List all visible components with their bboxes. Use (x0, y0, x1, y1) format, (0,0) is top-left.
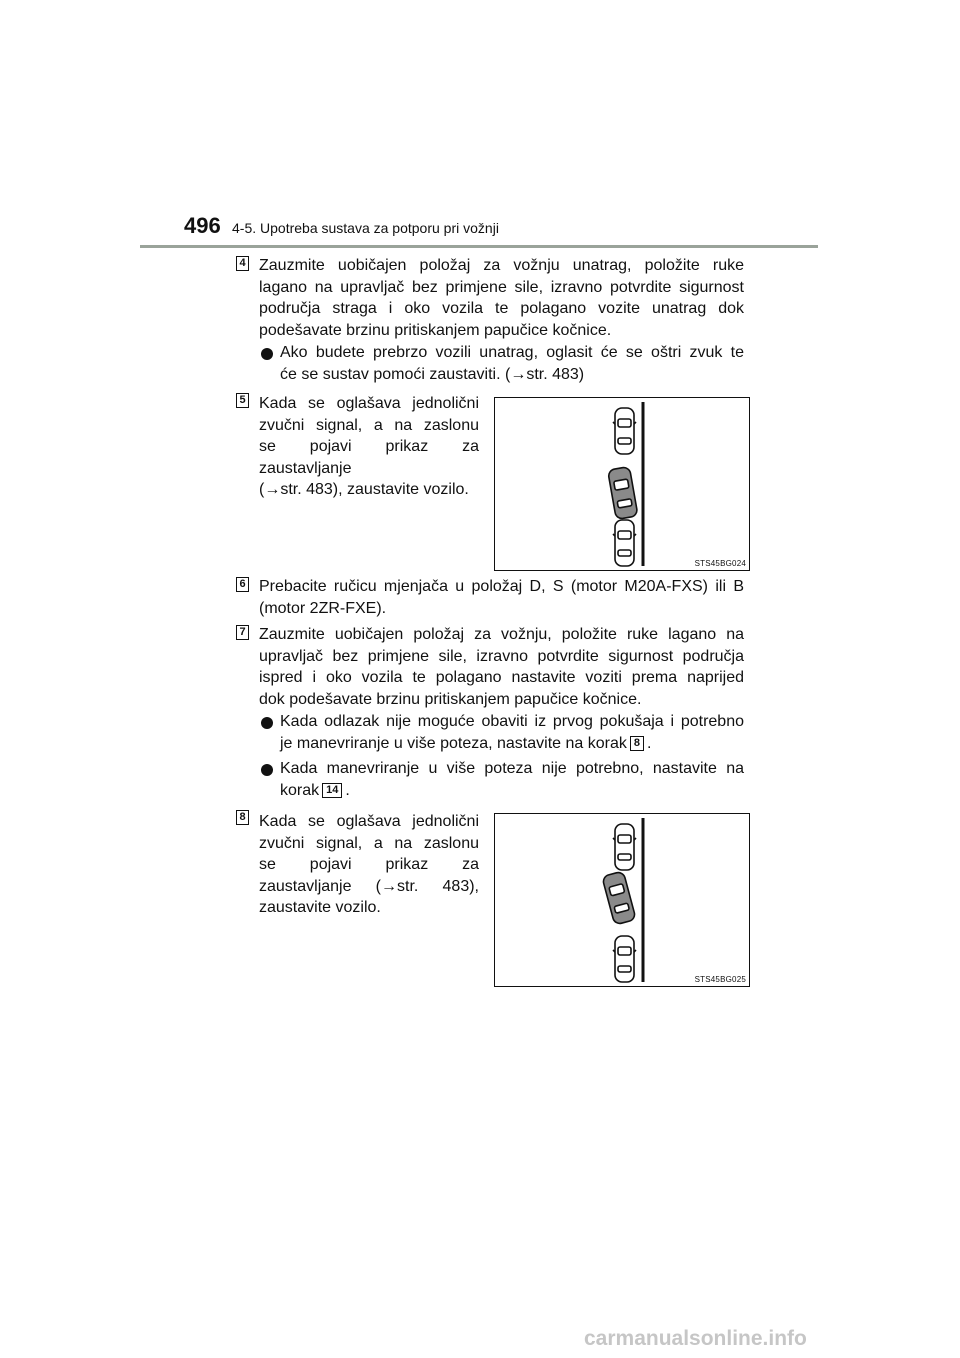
figure-code: STS45BG025 (694, 975, 746, 984)
text-line (280, 733, 744, 755)
bullet-dot (261, 717, 273, 729)
text-line: zaustavite vozilo. (259, 899, 381, 917)
figure-code: STS45BG024 (694, 559, 746, 568)
step-6-text (259, 576, 744, 619)
step-7-bullet-1 (280, 711, 744, 754)
page-number: 496 (184, 213, 221, 238)
step-7-text (259, 624, 744, 710)
step-badge-8: 8 (236, 810, 249, 825)
text-line: Zauzmite uobičajen položaj za vožnju, položite ruke lagano na (259, 626, 744, 643)
parking-illustration-stop-reverse (494, 397, 750, 571)
text-line: Kada se oglašava jednolični (259, 813, 479, 830)
text-fragment: . (345, 781, 350, 799)
text-fragment: korak (280, 781, 320, 799)
text-line: ispred i oko vozila te polagano nastavite voziti prema naprijed (259, 669, 744, 687)
text-line: Ako budete prebrzo vozili unatrag, oglasit će se oštri zvuk te (280, 344, 744, 361)
step-4-bullet (280, 342, 744, 385)
step-badge-5: 5 (236, 393, 249, 408)
text-line: će se sustav pomoći zaustaviti. (→str. 483) (280, 365, 585, 383)
text-line: Kada se oglašava jednolični (259, 395, 479, 412)
step-ref-8[interactable]: 8 (630, 736, 644, 751)
step-7-bullet-2 (280, 758, 744, 801)
parked-car-rear (613, 936, 636, 982)
text-line: područja straga i oko vozila te polagano vozite unatrag dok (259, 300, 744, 318)
step-8-text (259, 811, 479, 919)
text-line: lagano na upravljač bez primjene sile, izravno potvrdite sigurnost (259, 278, 744, 296)
parked-car-front (613, 824, 636, 870)
text-line (280, 780, 744, 802)
text-line: se pojavi prikaz za (259, 856, 479, 874)
text-line: Prebacite ručicu mjenjača u položaj D, S (motor M20A-FXS) ili B (259, 578, 744, 595)
text-line: upravljač bez primjene sile, izravno potvrdite sigurnost područja (259, 647, 744, 665)
text-line: Kada manevriranje u više poteza nije potrebno, nastavite na (280, 760, 744, 777)
own-car (608, 466, 638, 519)
text-line: zvučni signal, a na zaslonu (259, 416, 479, 434)
step-ref-14[interactable]: 14 (322, 783, 342, 798)
text-line: podešavate brzinu pritiskanjem papučice kočnice. (259, 321, 612, 339)
text-line: (→str. 483), zaustavite vozilo. (259, 481, 469, 499)
text-line: Zauzmite uobičajen položaj za vožnju unatrag, položite ruke (259, 257, 744, 274)
parking-diagram (495, 814, 749, 986)
step-4-text (259, 255, 744, 341)
bullet-dot (261, 348, 273, 360)
parked-car-front (613, 408, 636, 454)
parking-illustration-stop-forward (494, 813, 750, 987)
section-title: 4-5. Upotreba sustava za potporu pri vožnji (232, 220, 499, 236)
text-line: zvučni signal, a na zaslonu (259, 834, 479, 852)
text-line: zaustavljanje (259, 459, 352, 477)
step-badge-7: 7 (236, 625, 249, 640)
header-rule (140, 245, 818, 248)
text-line: se pojavi prikaz za (259, 438, 479, 456)
bullet-dot (261, 764, 273, 776)
text-line: dok podešavate brzinu pritiskanjem papučice kočnice. (259, 690, 642, 708)
step-5-text (259, 393, 479, 501)
text-line: zaustavljanje (→str. 483), (259, 877, 479, 895)
parking-diagram (495, 398, 749, 570)
text-line: Kada odlazak nije moguće obaviti iz prvog pokušaja i potrebno (280, 713, 744, 730)
text-fragment: je manevriranje u više poteza, nastavite na korak (280, 734, 627, 752)
own-car (602, 871, 636, 925)
step-badge-6: 6 (236, 577, 249, 592)
parked-car-rear (613, 520, 636, 566)
step-badge-4: 4 (236, 256, 249, 271)
watermark: carmanualsonline.info (584, 1327, 807, 1350)
text-fragment: . (646, 734, 652, 752)
text-line: (motor 2ZR-FXE). (259, 599, 387, 617)
